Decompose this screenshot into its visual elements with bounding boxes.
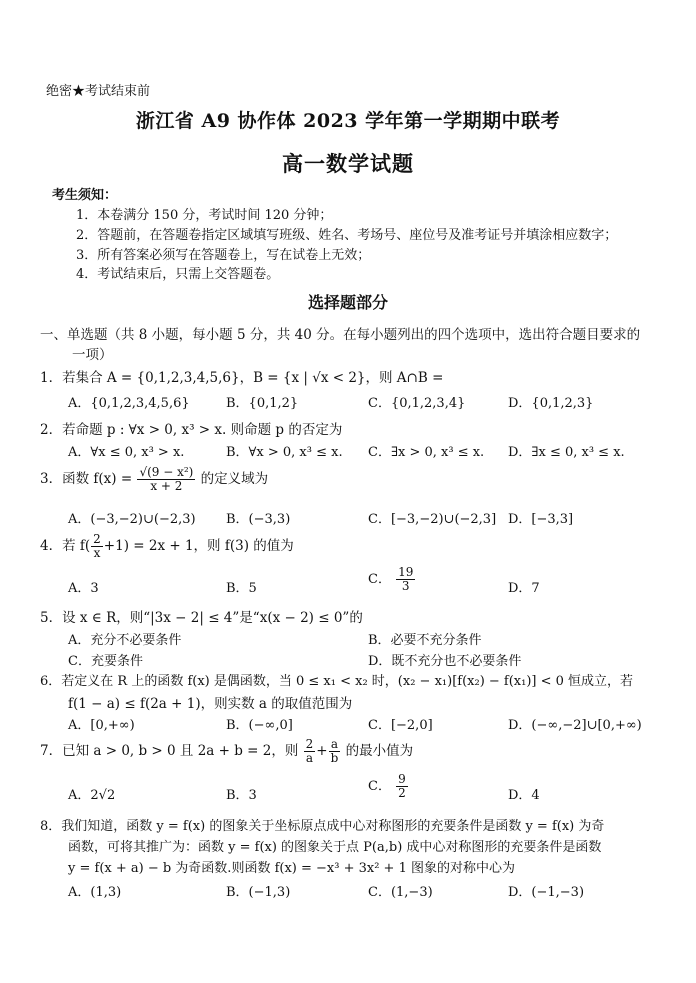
q2-option-d: D．∃x ≤ 0, x³ ≤ x. [508,445,625,460]
q7-c-den: 2 [398,786,406,800]
question-2-stem: 2．若命题 p : ∀x > 0, x³ > x. 则命题 p 的否定为 [40,422,343,438]
section-intro: 一、单选题（共 8 小题，每小题 5 分，共 40 分。在每小题列出的四个选项中，选出符合题目要求的 [40,327,641,343]
q7-option-c-label: C． [368,779,391,794]
q2-option-a: A．∀x ≤ 0, x³ > x. [68,445,185,460]
question-8-stem: 8．我们知道，函数 y = f(x) 的图象关于坐标原点成中心对称图形的充要条件是函数 y = f(x) 为奇 [40,819,605,834]
q4-stem-pre: 4．若 f( [40,538,91,554]
q4-stem-post: +1) = 2x + 1，则 f(3) 的值为 [103,538,294,554]
question-6-stem: 6．若定义在 R 上的函数 f(x) 是偶函数，当 0 ≤ x₁ < x₂ 时，(x₂ − x₁)[f(x₂) − f(x₁)] < 0 恒成立，若 [40,674,634,689]
q3-option-b: B．(−3,3) [226,512,291,527]
q6-option-a: A．[0,+∞) [68,718,135,733]
q1-option-a: A．{0,1,2,3,4,5,6} [68,396,190,411]
q7-plus: + [316,743,328,759]
q4-option-b: B．5 [226,581,257,596]
question-7-stem [40,738,413,765]
q3-option-c: C．[−3,−2)∪(−2,3] [368,512,497,527]
notice-item: 3．所有答案必须写在答题卷上，写在试卷上无效； [76,248,371,263]
q7-fraction-2 [329,738,341,765]
question-8-stem-cont: 函数，可将其推广为：函数 y = f(x) 的图象关于点 P(a,b) 成中心对称图形的充要条件是函数 [68,840,602,855]
question-4-stem [40,533,294,560]
q6-option-b: B．(−∞,0] [226,718,293,733]
q7-frac2-num: a [329,738,341,752]
q8-option-c: C．(1,−3) [368,885,433,900]
q2-option-b: B．∀x > 0, x³ ≤ x. [226,445,343,460]
q1-option-b: B．{0,1,2} [226,396,299,411]
question-8-stem-cont-2: y = f(x + a) − b 为奇函数.则函数 f(x) = −x³ + 3x² + 1 图象的对称中心为 [68,861,515,876]
q7-frac2-den: b [330,751,339,765]
q7-c-num: 9 [398,772,406,786]
q6-option-c: C．[−2,0] [368,718,433,733]
section-title: 选择题部分 [307,293,388,312]
q3-stem-post: 的定义域为 [200,471,269,487]
q8-option-d: D．(−1,−3) [508,885,585,900]
notice-heading: 考生须知： [52,188,118,203]
q4-option-a: A．3 [68,581,99,596]
q2-option-c: C．∃x > 0, x³ ≤ x. [368,445,485,460]
q4-c-num: 19 [398,565,414,579]
question-3-stem [40,466,268,493]
q7-option-a: A．2√2 [68,788,116,803]
notice-item: 4．考试结束后，只需上交答题卷。 [76,267,280,282]
q5-option-b: B．必要不充分条件 [368,633,482,648]
secret-label: 绝密★考试结束前 [46,84,151,99]
q4-option-c-label: C． [368,572,391,587]
q4-c-den: 3 [401,579,410,593]
notice-item: 2．答题前，在答题卷指定区域填写班级、姓名、考场号、座位号及准考证号并填涂相应数字； [76,228,618,243]
notice-item: 1．本卷满分 150 分，考试时间 120 分钟； [76,208,333,223]
q3-option-a: A．(−3,−2)∪(−2,3) [68,512,196,527]
q7-frac1-num: 2 [305,737,314,751]
exam-subtitle: 高一数学试题 [282,151,414,176]
q4-fraction [91,533,103,560]
q5-option-c: C．充要条件 [68,654,143,669]
q3-frac-num: √(9 − x²) [139,465,194,479]
q5-option-a: A．充分不必要条件 [68,633,182,648]
section-intro-cont: 一项） [72,347,113,363]
q1-option-c: C．{0,1,2,3,4} [368,396,466,411]
q7-option-c [368,773,409,800]
q8-option-a: A．(1,3) [68,885,122,900]
question-6-stem-cont: f(1 − a) ≤ f(2a + 1)，则实数 a 的取值范围为 [68,696,353,712]
q3-frac-den: x + 2 [150,479,183,493]
question-1-stem: 1．若集合 A = {0,1,2,3,4,5,6}，B = {x | √x < 2}，则 A∩B = [40,370,444,386]
q1-option-d: D．{0,1,2,3} [508,396,594,411]
q3-stem-pre: 3．函数 f(x) = [40,471,133,487]
q7-option-c-fraction [396,773,408,800]
q6-option-d: D．(−∞,−2]∪[0,+∞) [508,718,642,733]
q4-option-d: D．7 [508,581,540,596]
q7-stem-pre: 7．已知 a > 0, b > 0 且 2a + b = 2，则 [40,743,299,759]
q3-fraction [137,466,195,493]
q3-option-d: D．[−3,3] [508,512,574,527]
question-5-stem: 5．设 x ∈ R，则“|3x − 2| ≤ 4”是“x(x − 2) ≤ 0”的 [40,610,363,626]
q4-option-c [368,566,416,593]
q7-option-d: D．4 [508,788,540,803]
q4-option-c-fraction [396,566,415,593]
q7-frac1-den: a [305,751,314,765]
exam-title: 浙江省 A9 协作体 2023 学年第一学期期中联考 [135,110,561,132]
q4-frac-den: x [93,546,101,560]
q5-option-d: D．既不充分也不必要条件 [368,654,522,669]
q7-fraction-1 [304,738,316,765]
q7-option-b: B．3 [226,788,257,803]
q4-frac-num: 2 [93,532,101,546]
q8-option-b: B．(−1,3) [226,885,291,900]
q7-stem-post: 的最小值为 [345,743,414,759]
